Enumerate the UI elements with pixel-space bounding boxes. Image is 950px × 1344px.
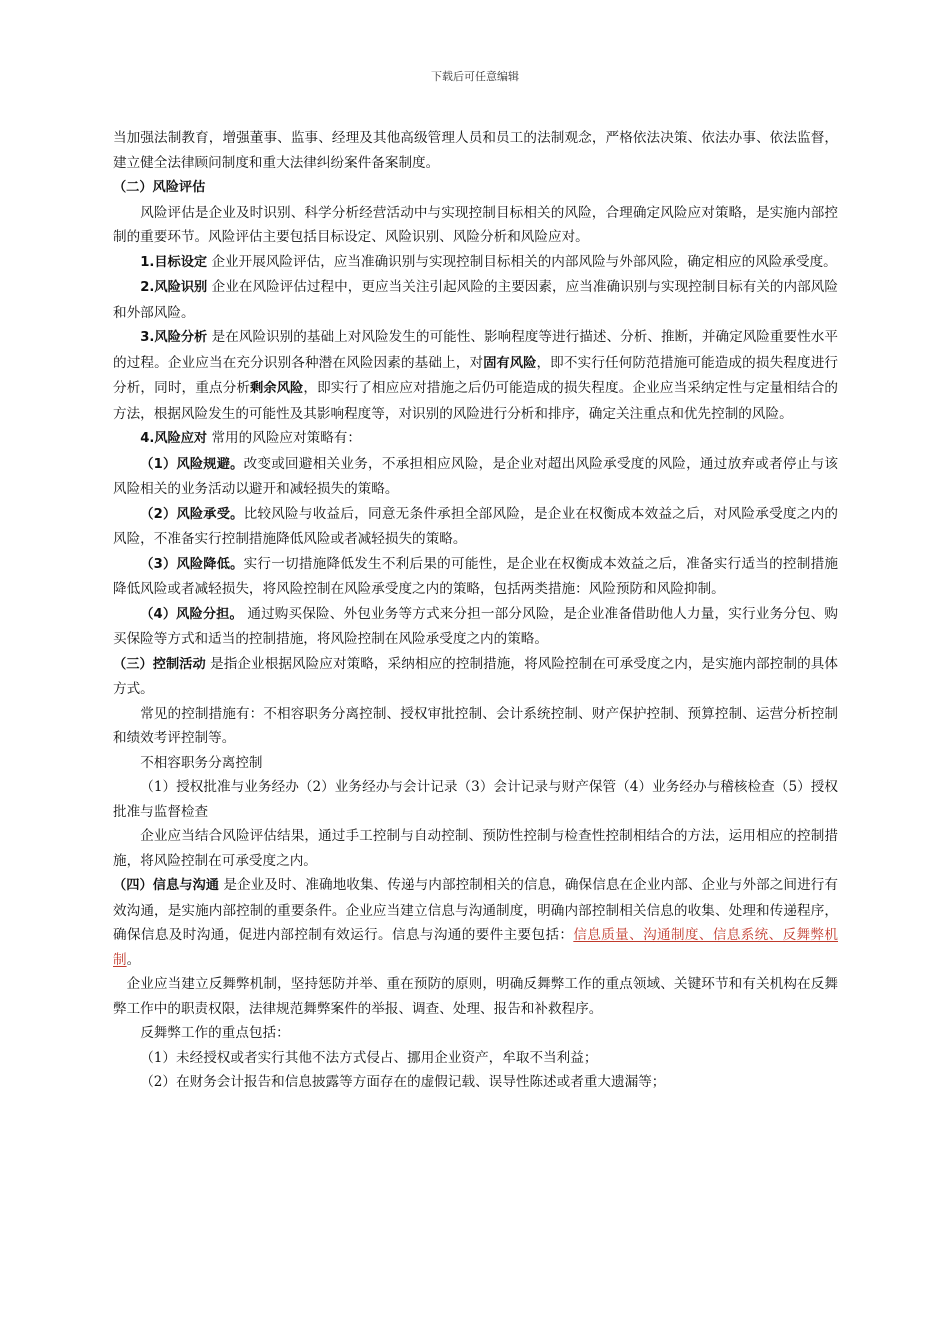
text-run: 比较风险与收益后，同意无条件承担全部风险，是企业在权衡成本效益之后，对风险承受度之内的风险，不准备实行控制措施降低风险或者减轻损失的策略。 — [113, 505, 838, 547]
bold-term: （三）控制活动 — [113, 656, 206, 672]
paragraph — [113, 175, 838, 201]
paragraph — [113, 873, 838, 972]
paragraph — [113, 652, 838, 702]
paragraph — [113, 1046, 838, 1071]
text-run: 改变或回避相关业务，不承担相应风险，是企业对超出风险承受度的风险，通过放弃或者停止与该风险相关的业务活动以避开和减轻损失的策略。 — [113, 455, 838, 497]
bold-term: （2）风险承受。 — [140, 506, 244, 522]
text-run: 不相容职务分离控制 — [140, 754, 263, 771]
paragraph — [113, 452, 838, 502]
paragraph — [113, 775, 838, 824]
text-run: 常用的风险应对策略有： — [207, 430, 361, 446]
paragraph — [113, 702, 838, 751]
text-run: 企业开展风险评估，应当准确识别与实现控制目标相关的内部风险与外部风险，确定相应的风险承受度。 — [207, 253, 837, 270]
text-run: 企业在风险评估过程中，更应当关注引起风险的主要因素，应当准确识别与实现控制目标有关的内部风险和外部风险。 — [113, 279, 838, 321]
paragraph — [113, 602, 838, 652]
highlighted-text: 信息质量、沟通制度、信息系统、反舞弊机制 — [113, 927, 839, 968]
paragraph — [113, 1021, 838, 1046]
text-run: 风险评估是企业及时识别、科学分析经营活动中与实现控制目标相关的风险，合理确定风险应对策略，是实施内部控制的重要环节。风险评估主要包括目标设定、风险识别、风险分析和风险应对。 — [113, 204, 838, 245]
document-body — [113, 126, 838, 1095]
text-run: 是在风险识别的基础上对风险发生的可能性、影响程度等进行描述、分析、推断，并确定风险重要性水平的过程。企业应当在充分识别各种潜在风险因素的基础上，对 — [113, 329, 838, 371]
paragraph — [113, 426, 838, 452]
text-run: （1）授权批准与业务经办（2）业务经办与会计记录（3）会计记录与财产保管（4）业务经办与稽核检查（5）授权批准与监督检查 — [113, 779, 838, 820]
paragraph — [113, 201, 838, 250]
bold-term: （二）风险评估 — [113, 180, 206, 195]
paragraph — [113, 751, 838, 776]
paragraph — [113, 824, 838, 873]
paragraph — [113, 275, 838, 325]
bold-term: 4.风险应对 — [140, 431, 208, 446]
bold-term: 固有风险 — [483, 355, 537, 371]
bold-term: 剩余风险 — [250, 381, 304, 396]
paragraph — [113, 502, 838, 552]
paragraph — [113, 325, 838, 426]
text-run: （2）在财务会计报告和信息披露等方面存在的虚假记载、误导性陈述或者重大遗漏等； — [140, 1074, 666, 1090]
text-run: 企业应当结合风险评估结果，通过手工控制与自动控制、预防性控制与检查性控制相结合的方法，运用相应的控制措施，将风险控制在可承受度之内。 — [113, 828, 838, 869]
paragraph — [113, 552, 838, 602]
bold-term: 1.目标设定 — [140, 254, 208, 270]
text-run: 常见的控制措施有：不相容职务分离控制、授权审批控制、会计系统控制、财产保护控制、预算控制、运营分析控制和绩效考评控制等。 — [113, 705, 838, 746]
bold-term: 2.风险识别 — [140, 280, 208, 295]
text-run: 当加强法制教育，增强董事、监事、经理及其他高级管理人员和员工的法制观念，严格依法决策、依法办事、依法监督，建立健全法律顾问制度和重大法律纠纷案件备案制度。 — [113, 130, 838, 171]
paragraph — [113, 972, 838, 1021]
text-run: 是企业及时、准确地收集、传递与内部控制相关的信息，确保信息在企业内部、企业与外部之间进行有效沟通，是实施内部控制的重要条件。企业应当建立信息与沟通制度，明确内部控制相关信息的收集、处理和传递程序，确保信息及时沟通，促进内部控制有效运行。信息与沟通的要件主要包括： — [113, 877, 838, 943]
bold-term: （1）风险规避。 — [140, 456, 244, 472]
bold-term: 3.风险分析 — [140, 330, 208, 345]
bold-term: （3）风险降低。 — [140, 556, 244, 572]
text-run: 反舞弊工作的重点包括： — [140, 1025, 290, 1041]
text-run: ，即实行了相应应对措施之后仍可能造成的损失程度。企业应当采纳定性与定量相结合的方法，根据风险发生的可能性及其影响程度等，对识别的风险进行分析和排序，确定关注重点和优先控制的风险。 — [113, 380, 839, 422]
paragraph — [113, 126, 838, 175]
paragraph — [113, 250, 838, 276]
text-run: ，即不实行任何防范措施可能造成的损失程度进行分析，同时，重点分析 — [113, 354, 839, 396]
text-run: 企业应当建立反舞弊机制，坚持惩防并举、重在预防的原则，明确反舞弊工作的重点领域、关键环节和有关机构在反舞弊工作中的职责权限，法律规范舞弊案件的举报、调查、处理、报告和补救程序。 — [113, 976, 838, 1017]
paragraph — [113, 1070, 838, 1095]
text-run: （1）未经授权或者实行其他不法方式侵占、挪用企业资产，牟取不当利益； — [140, 1049, 598, 1066]
bold-term: （四）信息与沟通 — [113, 878, 220, 893]
text-run: 。 — [126, 951, 141, 968]
bold-term: （4）风险分担。 — [140, 606, 243, 622]
text-run: 实行一切措施降低发生不利后果的可能性，是企业在权衡成本效益之后，准备实行适当的控制措施降低风险或者减轻损失，将风险控制在风险承受度之内的策略，包括两类措施：风险预防和风险抑制。 — [113, 555, 838, 597]
page-header: 下载后可任意编辑 — [431, 70, 519, 83]
text-run: 通过购买保险、外包业务等方式来分担一部分风险，是企业准备借助他人力量，实行业务分包、购买保险等方式和适当的控制措施，将风险控制在风险承受度之内的策略。 — [113, 605, 838, 647]
text-run: 是指企业根据风险应对策略，采纳相应的控制措施，将风险控制在可承受度之内，是实施内部控制的具体方式。 — [113, 655, 838, 697]
